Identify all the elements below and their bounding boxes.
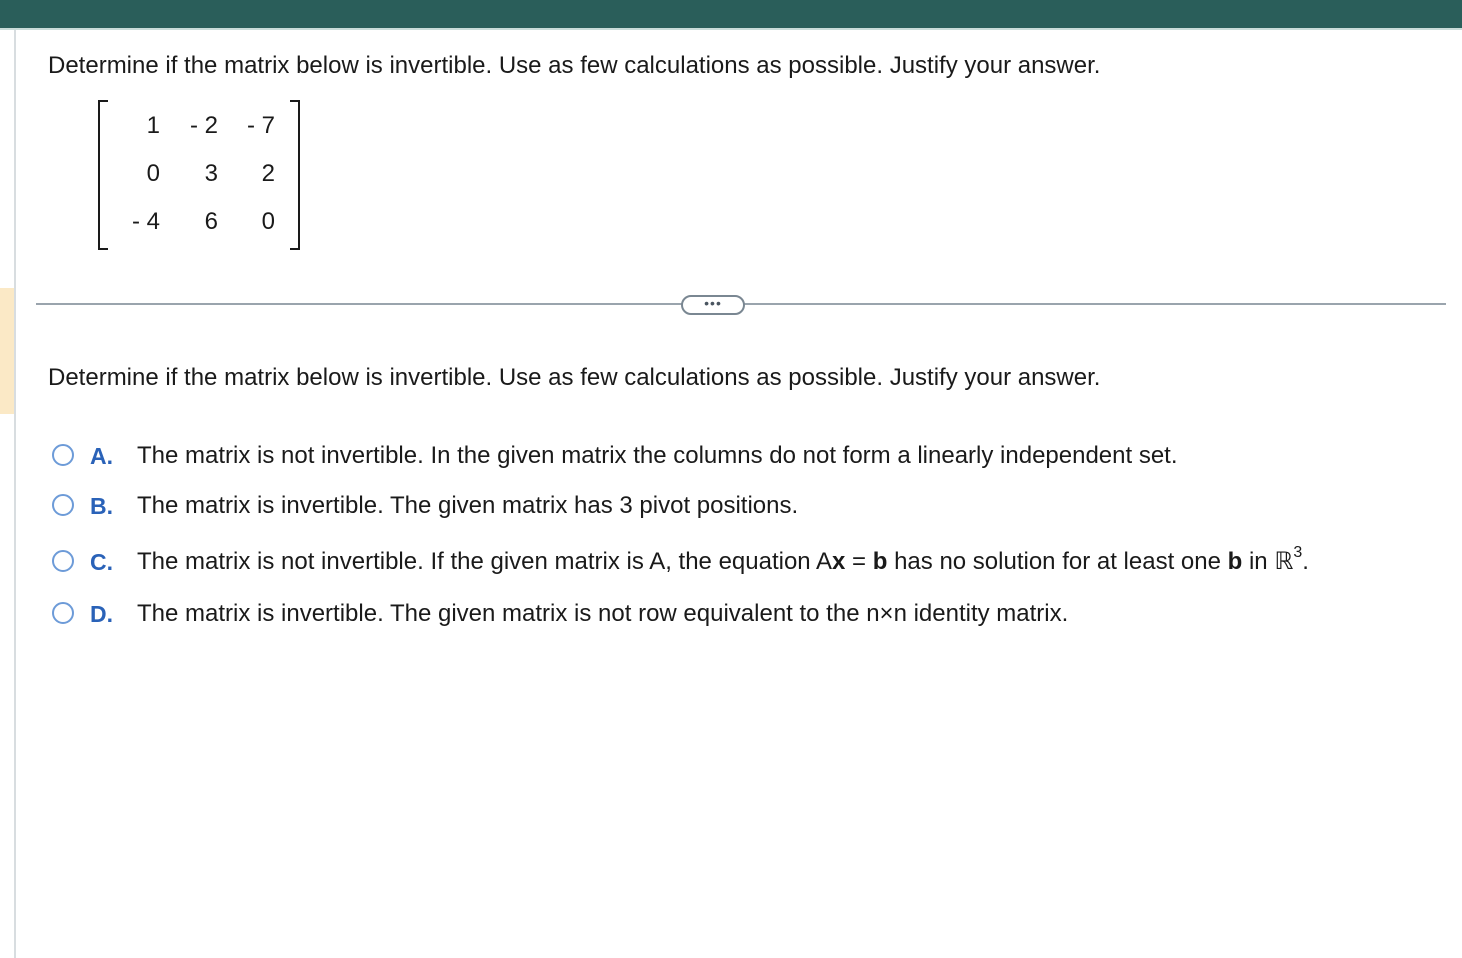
option-text [137, 544, 1309, 576]
left-rule [14, 30, 16, 958]
radio-button[interactable] [52, 494, 74, 516]
superscript: 3 [1293, 544, 1303, 561]
matrix-cell: - 4 [131, 208, 160, 235]
option-text-part: The matrix is not invertible. If the given matrix is A, the equation A [137, 548, 833, 575]
option-letter: C. [90, 549, 113, 575]
vector-x: x [832, 548, 846, 575]
question-prompt-bottom: Determine if the matrix below is invertible. Use as few calculations as possible. Justify your answer. [48, 364, 1101, 391]
matrix-right-bracket [290, 100, 300, 250]
matrix-cell: 1 [146, 112, 160, 139]
option-text: The matrix is not invertible. In the given matrix the columns do not form a linearly independent set. [137, 442, 1178, 469]
option-letter: D. [90, 601, 113, 627]
matrix [98, 100, 300, 248]
expand-more-button[interactable]: ••• [681, 295, 745, 315]
matrix-cell: 0 [146, 160, 160, 187]
equals-sign: = [845, 548, 873, 575]
radio-button[interactable] [52, 444, 74, 466]
matrix-cell: 0 [261, 208, 275, 235]
matrix-cell: - 7 [246, 112, 275, 139]
matrix-cell: 3 [204, 160, 218, 187]
option-letter: B. [90, 493, 113, 519]
option-letter: A. [90, 443, 113, 469]
matrix-cell: - 2 [189, 112, 218, 139]
radio-button[interactable] [52, 602, 74, 624]
matrix-cell: 6 [204, 208, 218, 235]
option-text-part: has no solution for at least one [887, 548, 1228, 575]
option-text-part: . [1302, 548, 1309, 575]
vector-b: b [872, 548, 888, 575]
question-prompt-top: Determine if the matrix below is invertible. Use as few calculations as possible. Justify your answer. [48, 52, 1101, 79]
header-underline [0, 28, 1462, 30]
option-text-part: in ℝ [1242, 548, 1294, 575]
radio-button[interactable] [52, 550, 74, 572]
option-text: The matrix is invertible. The given matrix is not row equivalent to the n×n identity matrix. [137, 600, 1069, 627]
question-marker [0, 288, 14, 414]
vector-b: b [1227, 548, 1243, 575]
option-text: The matrix is invertible. The given matrix has 3 pivot positions. [137, 492, 799, 519]
matrix-cell: 2 [261, 160, 275, 187]
top-header-bar [0, 0, 1462, 28]
